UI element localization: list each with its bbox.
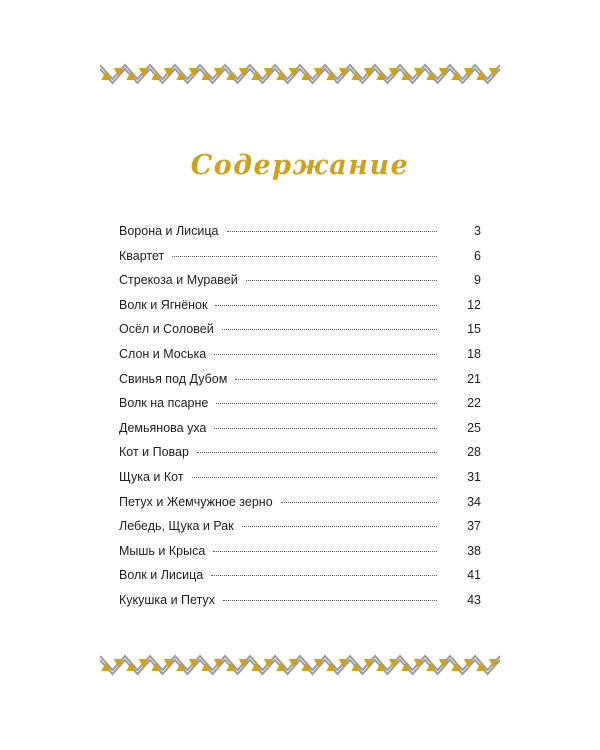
toc-entry-page: 28: [467, 445, 481, 460]
dot-leader: [192, 477, 437, 478]
toc-entry-page: 37: [467, 519, 481, 534]
toc-entry-title: Ворона и Лисица: [119, 224, 219, 238]
toc-entry-page: 18: [467, 346, 481, 361]
toc-entry[interactable]: [119, 273, 481, 298]
toc-entry-title: Демьянова уха: [119, 420, 207, 435]
dot-leader: [242, 526, 437, 527]
toc-entry[interactable]: [119, 519, 481, 544]
toc-entry-page: 41: [467, 568, 481, 583]
toc-entry-title: Лебедь, Щука и Рак: [119, 519, 234, 534]
toc-entry[interactable]: [119, 224, 481, 249]
toc-entry-title: Петух и Жемчужное зерно: [119, 494, 273, 509]
zigzag-stroke: [100, 65, 500, 79]
toc-entry[interactable]: [119, 495, 481, 520]
dot-leader: [235, 379, 437, 380]
zigzag-stroke: [100, 656, 500, 670]
toc-entry-title: Волк на псарне: [119, 396, 209, 411]
toc-entry-page: 15: [467, 322, 481, 337]
toc-entry-title: Стрекоза и Муравей: [119, 273, 238, 288]
dot-leader: [211, 575, 437, 576]
toc-entry-page: 43: [467, 592, 481, 607]
toc-entry-page: 31: [467, 469, 481, 484]
toc-entry[interactable]: [119, 470, 481, 495]
toc-entry-page: 21: [467, 371, 481, 386]
dot-leader: [223, 600, 437, 601]
toc-entry[interactable]: [119, 568, 481, 593]
dot-leader: [213, 551, 437, 552]
dot-leader: [197, 452, 437, 453]
dot-leader: [246, 280, 437, 281]
toc-entry-title: Осёл и Соловей: [119, 322, 214, 337]
toc-entry[interactable]: [119, 396, 481, 421]
toc-entry-page: 9: [474, 273, 481, 288]
toc-entry-title: Волк и Лисица: [119, 568, 204, 583]
dot-leader: [222, 329, 437, 330]
toc-entry-title: Мышь и Крыса: [119, 543, 206, 558]
toc-entry[interactable]: [119, 249, 481, 274]
dot-leader: [214, 354, 437, 355]
toc-entry-title: Волк и Ягнёнок: [119, 297, 208, 312]
dot-leader: [214, 428, 437, 429]
top-decorative-border: [100, 63, 500, 85]
toc-entry-page: 22: [467, 396, 481, 411]
dot-leader: [172, 256, 437, 257]
dot-leader: [281, 502, 437, 503]
page-title: Содержание: [190, 150, 410, 181]
toc-entry[interactable]: [119, 347, 481, 372]
toc-entry-page: 3: [474, 224, 481, 238]
toc-entry[interactable]: [119, 445, 481, 470]
toc-entry[interactable]: [119, 298, 481, 323]
toc-entry-page: 12: [467, 297, 481, 312]
toc-entry-title: Кот и Повар: [119, 445, 189, 460]
dot-leader: [215, 305, 437, 306]
toc-entry-page: 6: [474, 248, 481, 263]
toc-entry-page: 38: [467, 543, 481, 558]
dot-leader: [227, 231, 437, 232]
toc-entry-page: 25: [467, 420, 481, 435]
toc-entry-title: Слон и Моська: [119, 346, 207, 361]
toc-entry-title: Кукушка и Петух: [119, 592, 215, 607]
toc-entry[interactable]: [119, 544, 481, 569]
toc-entry[interactable]: [119, 421, 481, 446]
toc-entry-title: Щука и Кот: [119, 469, 184, 484]
toc-entry[interactable]: [119, 593, 481, 618]
toc-entry-page: 34: [467, 494, 481, 509]
toc-entry[interactable]: [119, 322, 481, 347]
table-of-contents: [119, 224, 481, 618]
toc-entry-title: Квартет: [119, 248, 165, 263]
dot-leader: [216, 403, 437, 404]
bottom-decorative-border: [100, 654, 500, 676]
toc-entry-title: Свинья под Дубом: [119, 371, 228, 386]
toc-entry[interactable]: [119, 372, 481, 397]
